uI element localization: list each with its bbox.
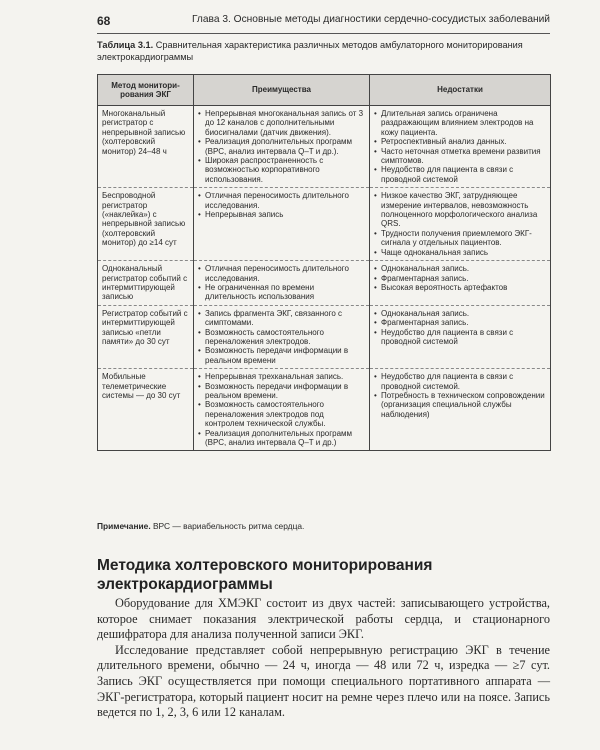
cons-item: • Длительная запись ограничена раздражающим влиянием электродов на кожу пациента.: [374, 109, 546, 137]
cons-cell: [370, 188, 551, 261]
cons-item: • Высокая вероятность артефактов: [374, 283, 546, 292]
pros-cell: [194, 261, 370, 306]
table-note-text: ВРС — вариабельность ритма сердца.: [152, 521, 305, 531]
method-cell: Регистратор событий с интермиттирующей записью «петли памяти» до 30 сут: [98, 305, 194, 368]
table-row: [98, 106, 551, 188]
paragraph: Исследование представляет собой непрерывную регистрацию ЭКГ в течение длительного времени, обычно — 24 ч, иногда — 48 или 72 ч, изредка — ≥7 сут. Запись ЭКГ осуществляется при помощи специального портативного аппарата — ЭКГ-регистратора, который пациент носит на ремне через плечо или на поясе. Запись ведется по 1, 2, 3, 6 или 12 каналам.: [97, 642, 550, 720]
pros-cell: [194, 106, 370, 188]
table-row: [98, 188, 551, 261]
pros-item: • Возможность передачи информации в реальном времени: [198, 346, 365, 365]
method-cell: Одноканальный регистратор событий с интермиттирующей записью: [98, 261, 194, 306]
pros-item: • Широкая распространенность с возможностью корпоративного использования.: [198, 156, 365, 184]
cons-item: • Неудобство для пациента в связи с проводной системой: [374, 165, 546, 184]
table-caption: [97, 39, 550, 63]
cons-item: • Одноканальная запись.: [374, 309, 546, 318]
pros-item: • Непрерывная трехканальная запись.: [198, 372, 365, 381]
section-title: Методика холтеровского мониторирования электрокардиограммы: [97, 557, 433, 593]
pros-item: • Возможность самостоятельного переналожения электродов под контролем технической службы.: [198, 400, 365, 428]
pros-item: • Возможность самостоятельного переналожения электродов.: [198, 328, 365, 347]
pros-item: • Непрерывная многоканальная запись от 3 до 12 каналов с дополнительными биосигналами (датчик движения).: [198, 109, 365, 137]
comparison-table: [97, 74, 551, 451]
method-cell: Беспроводной регистратор («наклейка») с непрерывной записью (холтеровский монитор) до ≥14 сут: [98, 188, 194, 261]
cons-item: • Часто неточная отметка времени развития симптомов.: [374, 147, 546, 166]
cons-item: • Неудобство для пациента в связи с проводной системой.: [374, 372, 546, 391]
table-row: [98, 369, 551, 451]
pros-item: • Реализация дополнительных программ (ВРС, анализ интервала Q–T и др.).: [198, 137, 365, 156]
pros-item: • Запись фрагмента ЭКГ, связанного с симптомами.: [198, 309, 365, 328]
table-note: [97, 521, 304, 531]
table-header-row: [98, 75, 551, 106]
cons-item: • Низкое качество ЭКГ, затрудняющее измерение интервалов, невозможность полноценного морфологического анализа QRS.: [374, 191, 546, 229]
pros-item: • Возможность передачи информации в реальном времени.: [198, 382, 365, 401]
table-row: [98, 261, 551, 306]
cons-cell: [370, 261, 551, 306]
pros-item: • Отличная переносимость длительного исследования.: [198, 191, 365, 210]
cons-item: • Фрагментарная запись.: [374, 274, 546, 283]
pros-item: • Реализация дополнительных программ (ВРС, анализ интервала Q–T и др.): [198, 429, 365, 448]
pros-item: • Отличная переносимость длительного исследования.: [198, 264, 365, 283]
table-note-label: Примечание.: [97, 521, 151, 531]
table-caption-text: Сравнительная характеристика различных методов амбулаторного мониторирования электрокардиограммы: [97, 40, 523, 62]
pros-cell: [194, 188, 370, 261]
table-caption-label: Таблица 3.1.: [97, 40, 154, 50]
pros-cell: [194, 305, 370, 368]
page-number: 68: [97, 14, 111, 28]
chapter-title: Глава 3. Основные методы диагностики сердечно-сосудистых заболеваний: [191, 14, 550, 25]
cons-cell: [370, 369, 551, 451]
cons-cell: [370, 305, 551, 368]
cons-item: • Неудобство для пациента в связи с проводной системой: [374, 328, 546, 347]
cons-item: • Одноканальная запись.: [374, 264, 546, 273]
cons-item: • Фрагментарная запись.: [374, 318, 546, 327]
method-cell: Многоканальный регистратор с непрерывной записью (холтеровский монитор) 24–48 ч: [98, 106, 194, 188]
body-text: [97, 596, 550, 721]
running-header: [97, 14, 550, 32]
cons-item: • Чаще одноканальная запись: [374, 248, 546, 257]
method-cell: Мобильные телеметрические системы — до 30 сут: [98, 369, 194, 451]
paragraph: Оборудование для ХМЭКГ состоит из двух частей: записывающего устройства, которое снимает показания электрической работы сердца, и стационарного дешифратора для анализа полученной записи ЭКГ.: [97, 596, 550, 642]
header-pros: Преимущества: [194, 75, 370, 106]
table-row: [98, 305, 551, 368]
pros-item: • Не ограниченная по времени длительность использования: [198, 283, 365, 302]
header-method: Метод монитори-рования ЭКГ: [98, 75, 194, 106]
header-divider: [97, 33, 550, 34]
header-cons: Недостатки: [370, 75, 551, 106]
cons-item: • Трудности получения приемлемого ЭКГ-сигнала у отдельных пациентов.: [374, 229, 546, 248]
cons-item: • Потребность в техническом сопровождении (организация специальной службы наблюдения): [374, 391, 546, 419]
pros-cell: [194, 369, 370, 451]
pros-item: • Непрерывная запись: [198, 210, 365, 219]
cons-item: • Ретроспективный анализ данных.: [374, 137, 546, 146]
cons-cell: [370, 106, 551, 188]
